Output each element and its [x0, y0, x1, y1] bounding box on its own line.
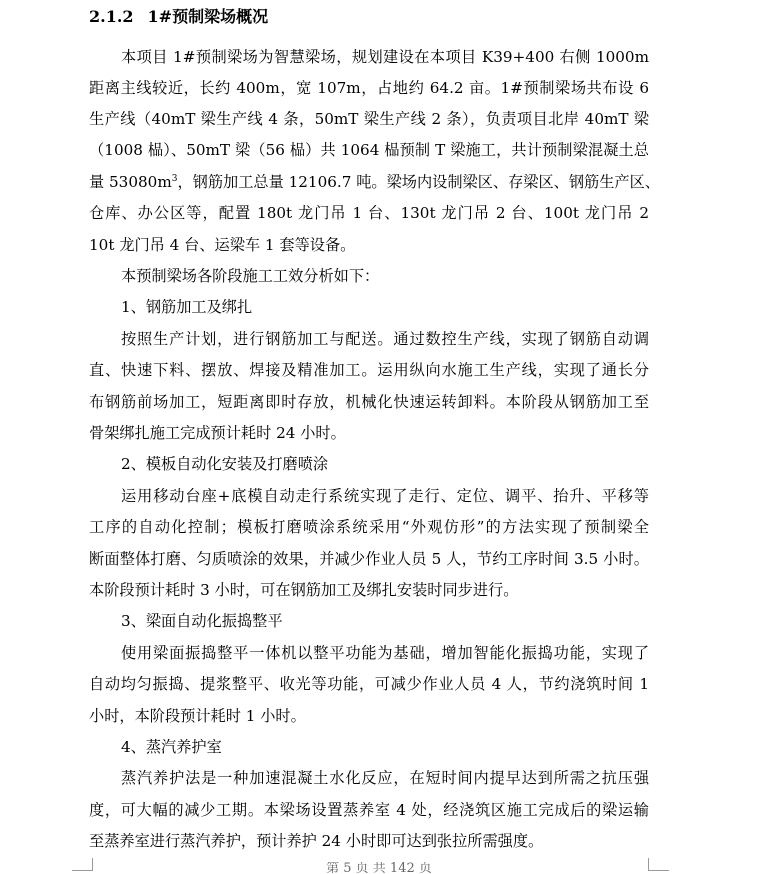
paragraph-line: 生产线（40mT 梁生产线 4 条，50mT 梁生产线 2 条），负责项目北岸 40mT 梁 [89, 110, 649, 128]
paragraph-line: 本阶段预计耗时 3 小时，可在钢筋加工及绑扎安装时同步进行。 [89, 581, 519, 599]
paragraph-line: 直、快速下料、摆放、焊接及精准加工。运用纵向水施工生产线，实现了通长分 [89, 361, 649, 379]
paragraph-line: 度，可大幅的减少工期。本梁场设置蒸养室 4 处，经浇筑区施工完成后的梁运输 [89, 801, 649, 819]
paragraph-line: 骨架绑扎施工完成预计耗时 24 小时。 [89, 424, 346, 442]
superscript: 3 [171, 173, 178, 184]
section-heading [89, 5, 268, 29]
page-footer: 第 5 页 共 142 页 [326, 862, 432, 874]
subsection-title: 1、钢筋加工及绑扎 [121, 298, 253, 316]
subsection-title: 3、梁面自动化振捣整平 [121, 612, 283, 630]
paragraph-line: 小时，本阶段预计耗时 1 小时。 [89, 707, 306, 725]
paragraph-line: 自动均匀振捣、提浆整平、收光等功能，可减少作业人员 4 人，节约浇筑时间 1 [89, 675, 649, 693]
paragraph-line: 运用移动台座+底模自动走行系统实现了走行、定位、调平、抬升、平移等 [121, 487, 649, 505]
intro-line: 本预制梁场各阶段施工工效分析如下： [121, 267, 380, 285]
paragraph-line: 10t 龙门吊 4 台、运梁车 1 套等设备。 [89, 236, 356, 254]
paragraph-line: 工序的自动化控制；模板打磨喷涂系统采用“外观仿形”的方法实现了预制梁全 [89, 518, 649, 536]
section-title: 1#预制梁场概况 [147, 7, 269, 26]
paragraph-line: 使用梁面振捣整平一体机以整平功能为基础，增加智能化振捣功能，实现了 [121, 644, 649, 662]
paragraph-line: 布钢筋前场加工，短距离即时存放，机械化快速运转卸料。本阶段从钢筋加工至 [89, 393, 649, 411]
subsection-title: 4、蒸汽养护室 [121, 738, 222, 756]
paragraph-line: 至蒸养室进行蒸汽养护，预计养护 24 小时即可达到张拉所需强度。 [89, 832, 544, 850]
volume-text-cont: ，钢筋加工总量 12106.7 吨。梁场内设制梁区、存梁区、钢筋生产区、 [177, 173, 660, 191]
paragraph-line: 距离主线较近，长约 400m，宽 107m，占地约 64.2 亩。1#预制梁场共布设 6 [89, 79, 649, 97]
volume-text: 量 53080m [89, 173, 172, 191]
paragraph-line: （1008 榀）、50mT 梁（56 榀）共 1064 榀预制 T 梁施工，共计预制梁混凝土总 [89, 141, 649, 159]
paragraph-line: 断面整体打磨、匀质喷涂的效果，并减少作业人员 5 人，节约工序时间 3.5 小时。 [89, 550, 649, 568]
paragraph-line [89, 172, 660, 192]
paragraph-line: 本项目 1#预制梁场为智慧梁场，规划建设在本项目 K39+400 右侧 1000m [121, 48, 649, 66]
section-number: 2.1.2 [89, 7, 134, 26]
paragraph-line: 蒸汽养护法是一种加速混凝土水化反应，在短时间内提早达到所需之抗压强 [121, 769, 649, 787]
paragraph-line: 按照生产计划，进行钢筋加工与配送。通过数控生产线，实现了钢筋自动调 [121, 330, 649, 348]
subsection-title: 2、模板自动化安装及打磨喷涂 [121, 455, 329, 473]
paragraph-line: 仓库、办公区等，配置 180t 龙门吊 1 台、130t 龙门吊 2 台、100t 龙门吊 2 [89, 204, 649, 222]
